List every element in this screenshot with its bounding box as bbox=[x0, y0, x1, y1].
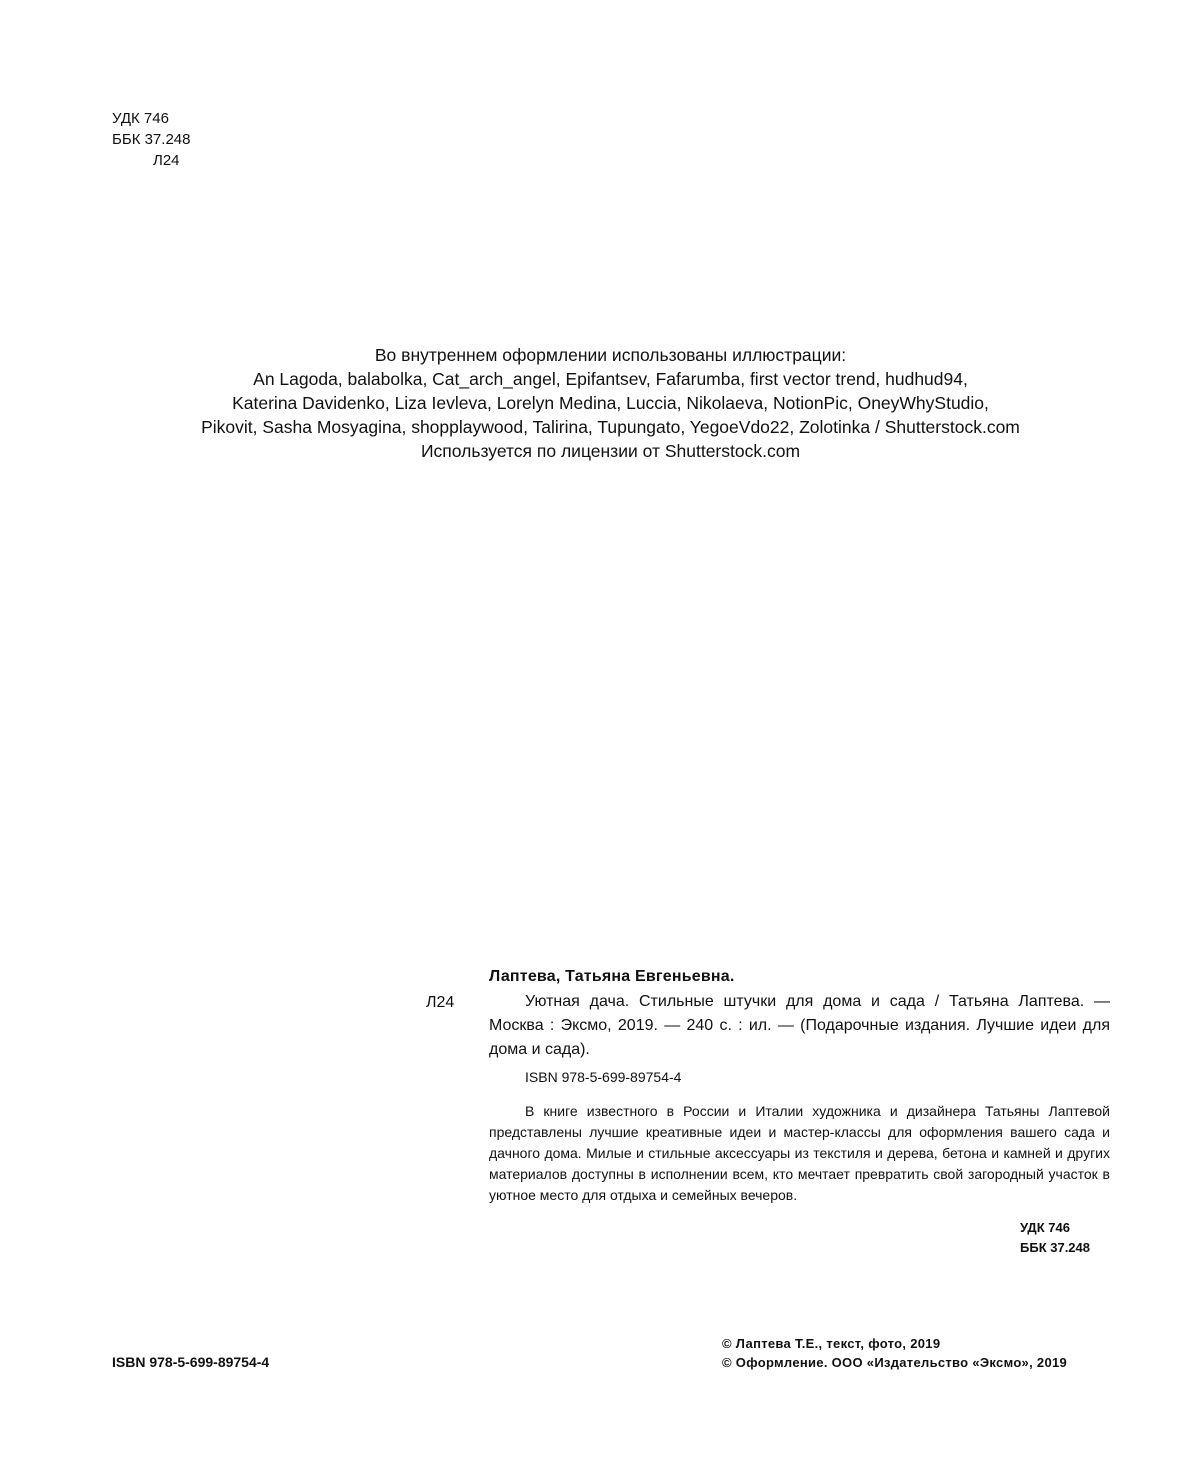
copyright-block bbox=[722, 1334, 1067, 1372]
credits-line: Используется по лицензии от Shutterstock.com bbox=[420, 441, 801, 461]
catalog-card-bbk: ББК 37.248 bbox=[1020, 1240, 1090, 1255]
bbk-code: ББК 37.248 bbox=[112, 131, 191, 148]
bottom-isbn: ISBN 978-5-699-89754-4 bbox=[112, 1354, 270, 1370]
udk-code: УДК 746 bbox=[112, 110, 169, 127]
top-classification-codes bbox=[112, 108, 190, 171]
copyright-text: © Лаптева Т.Е., текст, фото, 2019 bbox=[722, 1336, 941, 1351]
catalog-card-annotation: В книге известного в России и Италии художника и дизайнера Татьяны Лаптевой представлены лучшие креативные идеи и мастер-классы для оформления вашего сада и дачного дома. Милые и стильные аксессуары из текстиля и дерева, бетона и камней и других материалов доступны в исполнении всем, кто мечтает превратить свой загородный участок в уютное место для отдыха и семейных вечеров. bbox=[489, 1103, 1110, 1203]
credits-line: Katerina Davidenko, Liza Ievleva, Lorelyn Medina, Luccia, Nikolaeva, NotionPic, OneyWhyStudio, bbox=[232, 393, 989, 413]
credits-line: Pikovit, Sasha Mosyagina, shopplaywood, Talirina, Tupungato, YegoeVdo22, Zolotinka / Shutterstock.com bbox=[201, 417, 1020, 437]
catalog-card-codes bbox=[1020, 1218, 1090, 1258]
catalog-card-description: Уютная дача. Стильные штучки для дома и сада / Татьяна Лаптева. — Москва : Эксмо, 2019. — 240 с. : ил. — (Подарочные издания. Лучшие идеи для дома и сада). bbox=[489, 993, 1110, 1058]
copyright-design: © Оформление. ООО «Издательство «Эксмо», 2019 bbox=[722, 1355, 1068, 1370]
catalog-card-isbn: ISBN 978-5-699-89754-4 bbox=[525, 1069, 682, 1085]
credits-line: Во внутреннем оформлении использованы иллюстрации: bbox=[374, 345, 847, 365]
author-mark: Л24 bbox=[153, 152, 180, 169]
catalog-card-code: Л24 bbox=[426, 994, 455, 1011]
credits-line: An Lagoda, balabolka, Cat_arch_angel, Epifantsev, Fafarumba, first vector trend, hudhud94, bbox=[253, 369, 968, 389]
catalog-card-author: Лаптева, Татьяна Евгеньевна. bbox=[489, 968, 735, 985]
catalog-card-udk: УДК 746 bbox=[1020, 1220, 1070, 1235]
illustration-credits bbox=[110, 343, 1111, 463]
